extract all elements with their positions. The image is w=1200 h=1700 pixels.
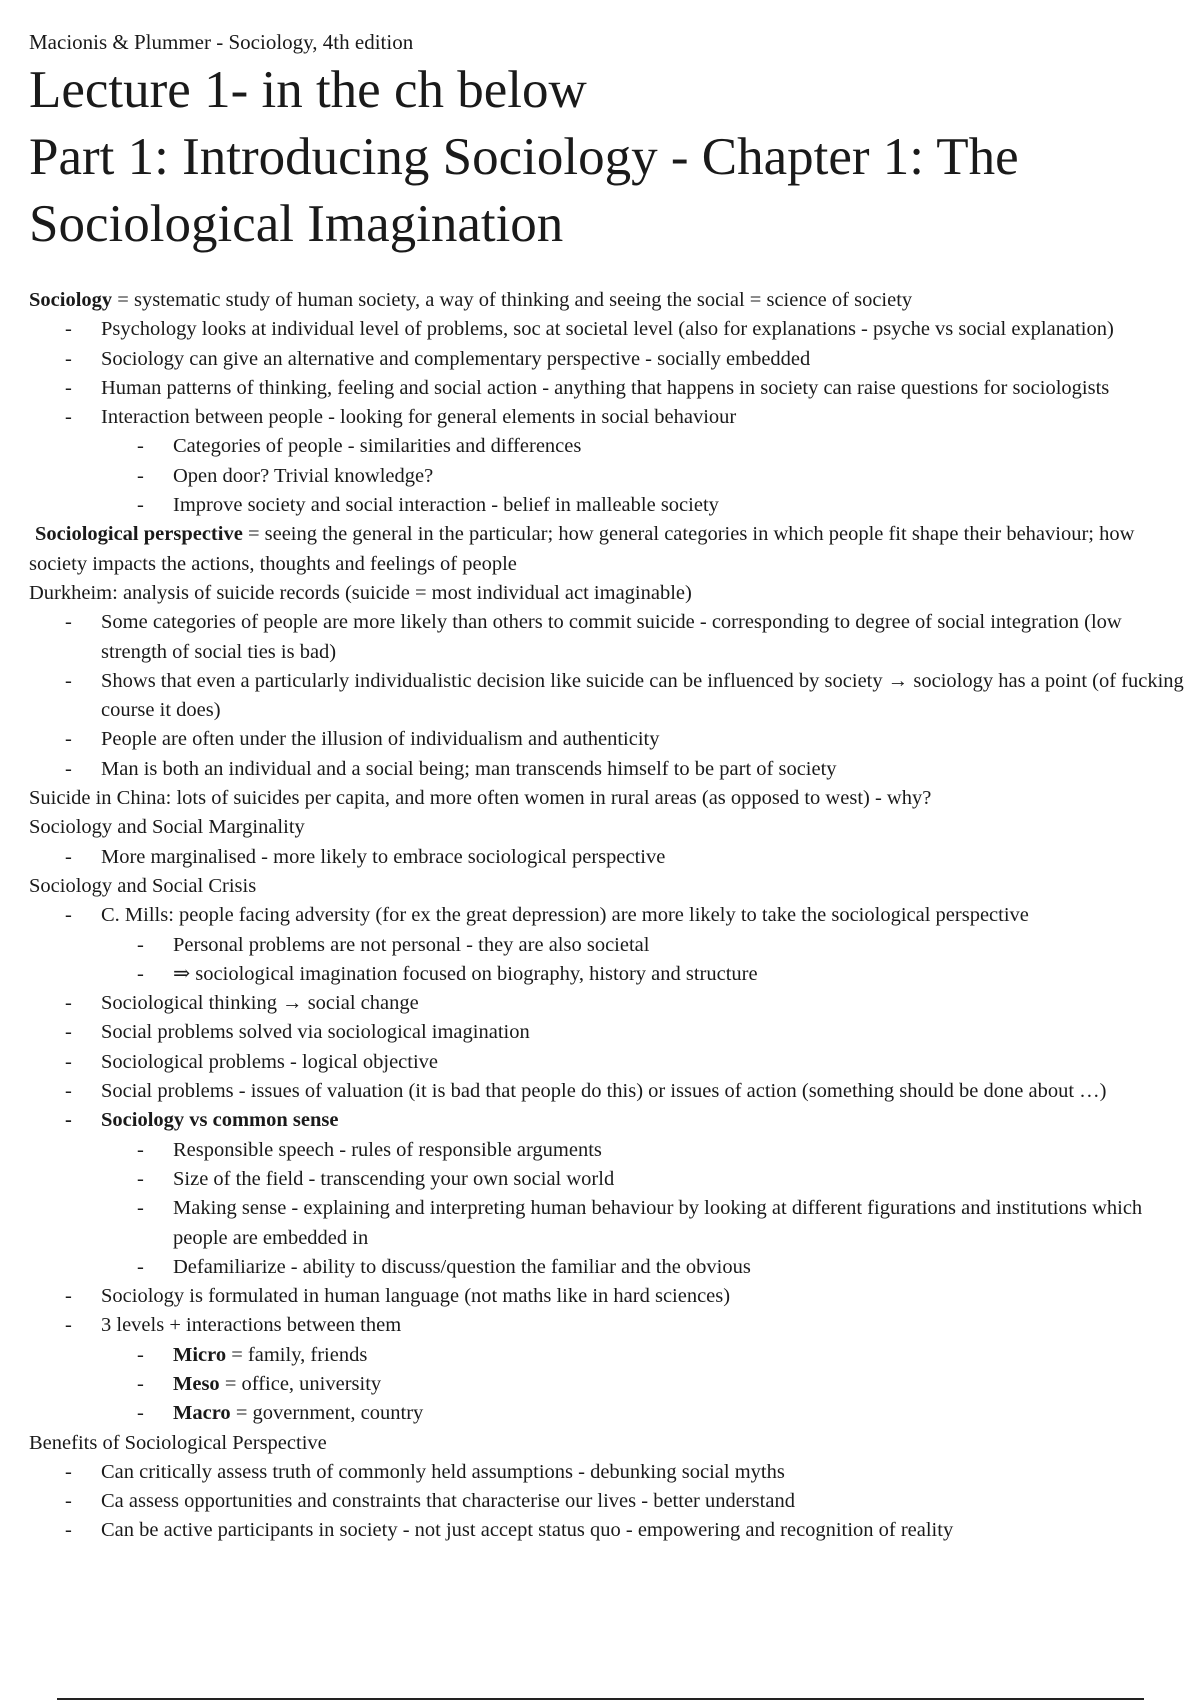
list-item: - Sociology can give an alternative and complementary perspective - socially embedded (29, 345, 1189, 374)
list-item: - Can be active participants in society - not just accept status quo - empowering and recognition of reality (29, 1516, 1189, 1545)
level-text: = family, friends (226, 1343, 368, 1366)
benefits-heading: Benefits of Sociological Perspective (29, 1431, 327, 1454)
sub-list-item-macro (29, 1399, 1189, 1428)
list-item: - Man is both an individual and a social being; man transcends himself to be part of society (29, 755, 1189, 784)
crisis-list (29, 901, 1189, 1428)
marginality-heading: Sociology and Social Marginality (29, 816, 305, 839)
list-item: - Human patterns of thinking, feeling and social action - anything that happens in society can raise questions for sociologists (29, 374, 1189, 403)
definition-term: Sociological perspective (35, 523, 243, 546)
list-item: - Can critically assess truth of commonly held assumptions - debunking social myths (29, 1458, 1189, 1487)
list-item: - People are often under the illusion of individualism and authenticity (29, 725, 1189, 754)
sub-list-item: - ⇒ sociological imagination focused on biography, history and structure (29, 960, 1189, 989)
list-item: - C. Mills: people facing adversity (for ex the great depression) are more likely to take the sociological perspective (29, 901, 1189, 930)
list-item: - Shows that even a particularly individualistic decision like suicide can be influenced by society → sociology has a point (of fucking course it does) (29, 667, 1189, 726)
list-item: - Ca assess opportunities and constraints that characterise our lives - better understand (29, 1487, 1189, 1516)
sub-list-item: - Size of the field - transcending your own social world (29, 1165, 1189, 1194)
level-term: Macro (173, 1402, 231, 1425)
sub-list-item: - Making sense - explaining and interpreting human behaviour by looking at different figurations and institutions which people are embedded in (29, 1194, 1189, 1253)
crisis-heading: Sociology and Social Crisis (29, 874, 257, 897)
sub-list-item: - Personal problems are not personal - they are also societal (29, 931, 1189, 960)
sub-list-item-micro (29, 1341, 1189, 1370)
level-term: Micro (173, 1343, 227, 1366)
definition-text: = systematic study of human society, a way of thinking and seeing the social = science of society (112, 289, 913, 311)
definition-term: Sociology (29, 289, 113, 311)
perspective-definition (29, 520, 1189, 579)
marginality-list (29, 843, 1189, 872)
sub-list-item: - Defamiliarize - ability to discuss/question the familiar and the obvious (29, 1253, 1189, 1282)
list-item: - Social problems solved via sociological imagination (29, 1018, 1189, 1047)
level-text: = office, university (219, 1372, 382, 1395)
list-item: - 3 levels + interactions between them (29, 1311, 1189, 1340)
durkheim-heading: Durkheim: analysis of suicide records (suicide = most individual act imaginable) (29, 581, 692, 604)
sub-list-item: - Responsible speech - rules of responsible arguments (29, 1136, 1189, 1165)
durkheim-list (29, 608, 1189, 784)
list-item: - Social problems - issues of valuation (it is bad that people do this) or issues of action (something should be done about …) (29, 1077, 1189, 1106)
list-item: - Sociological problems - logical objective (29, 1048, 1189, 1077)
lecture-title: Lecture 1- in the ch below (29, 61, 587, 119)
sub-list-item: - Categories of people - similarities and differences (29, 432, 1189, 461)
document-page (29, 28, 1189, 1546)
list-item: - Some categories of people are more likely than others to commit suicide - corresponding to degree of social integration (low strength of social ties is bad) (29, 608, 1189, 667)
benefits-list (29, 1458, 1189, 1546)
level-term: Meso (173, 1372, 220, 1395)
list-item: - Sociological thinking → social change (29, 989, 1189, 1018)
list-item: - Sociology is formulated in human language (not maths like in hard sciences) (29, 1282, 1189, 1311)
china-note: Suicide in China: lots of suicides per capita, and more often women in rural areas (as opposed to west) - why? (29, 787, 932, 810)
source-citation: Macionis & Plummer - Sociology, 4th edition (29, 30, 414, 54)
sub-list-item: - Improve society and social interaction - belief in malleable society (29, 491, 1189, 520)
level-text: = government, country (230, 1402, 424, 1425)
list-item: - Interaction between people - looking for general elements in social behaviour (29, 403, 1189, 432)
sub-list-item-meso (29, 1370, 1189, 1399)
definition-text: = seeing the general in the particular; how general categories in which people fit shape their behaviour; how society impacts the actions, thoughts and feelings of people (29, 523, 1135, 575)
sociology-list (29, 315, 1189, 520)
list-item: - Psychology looks at individual level of problems, soc at societal level (also for explanations - psyche vs social explanation) (29, 315, 1189, 344)
list-item-common-sense: - Sociology vs common sense (29, 1106, 1189, 1135)
sub-list-item: - Open door? Trivial knowledge? (29, 462, 1189, 491)
list-item: - More marginalised - more likely to embrace sociological perspective (29, 843, 1189, 872)
chapter-title: Part 1: Introducing Sociology - Chapter 1: The Sociological Imagination (29, 128, 1019, 253)
lecture-notes (29, 286, 1189, 1546)
sociology-definition (29, 286, 1189, 315)
